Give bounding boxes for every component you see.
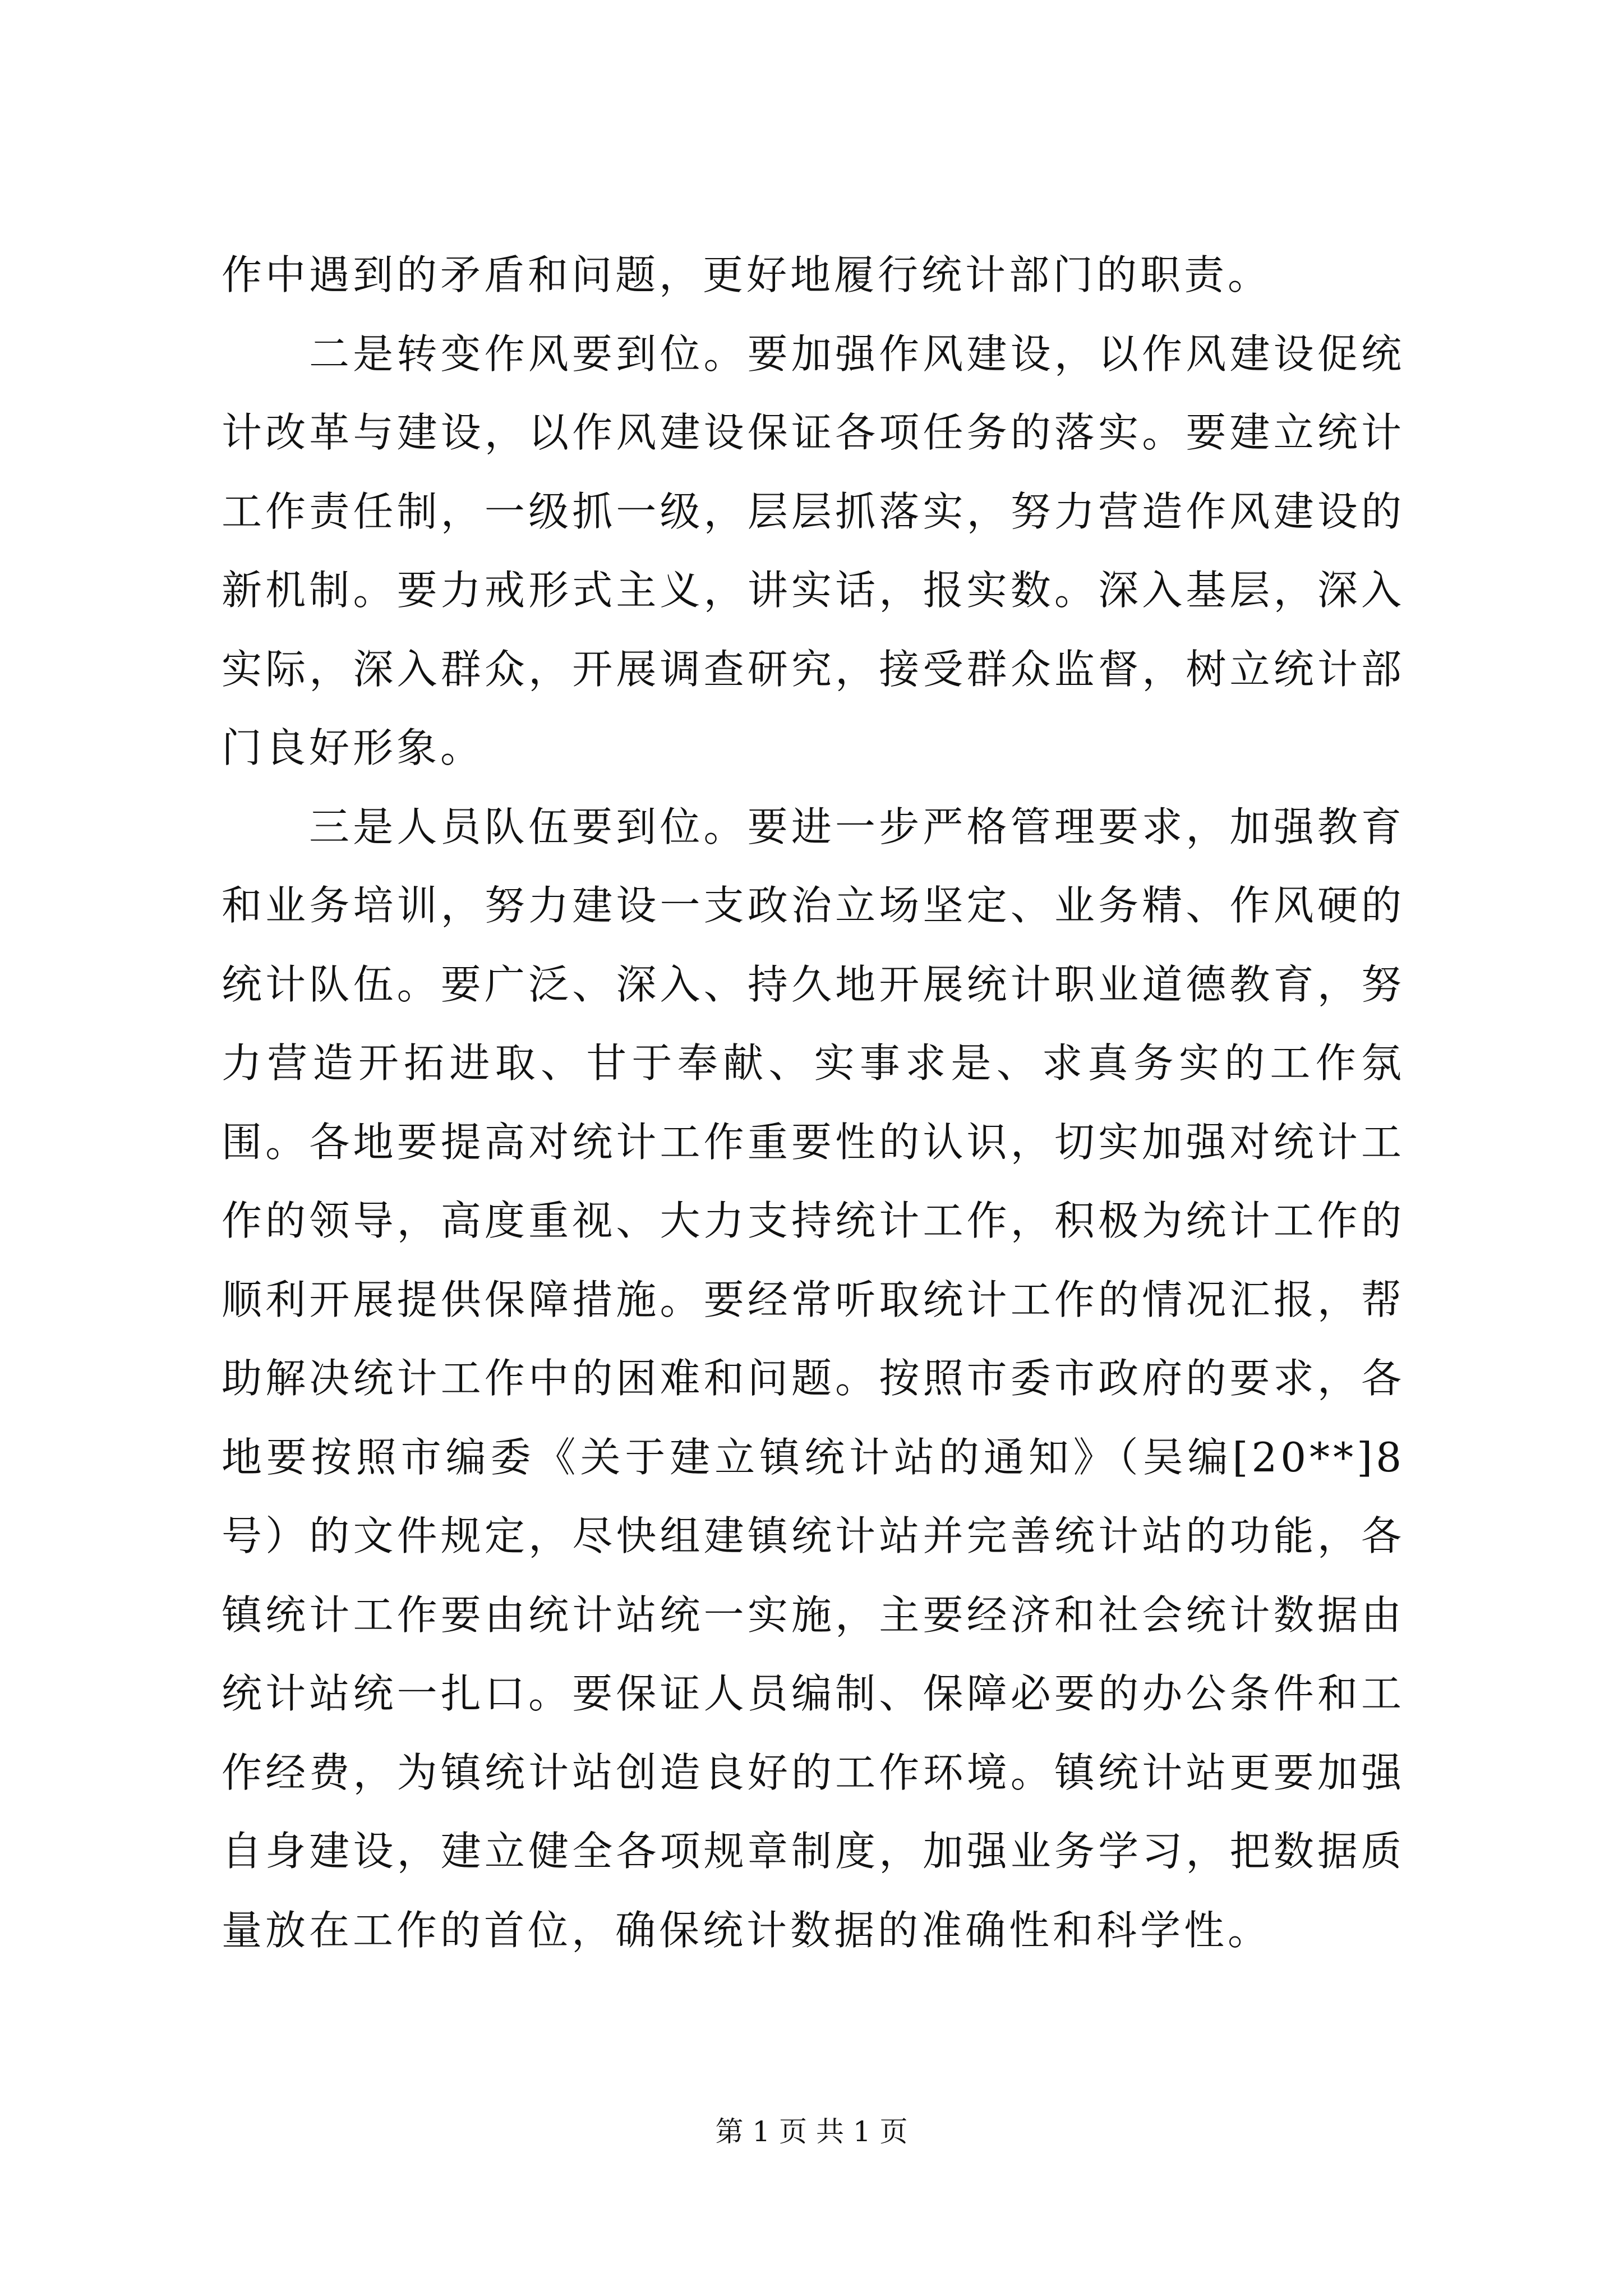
paragraph-continuation: 作中遇到的矛盾和问题，更好地履行统计部门的职责。 [222, 251, 1272, 298]
document-body [222, 236, 1405, 1970]
page-footer: 第 1 页 共 1 页 [715, 2115, 908, 2148]
paragraph-style-change: 二是转变作风要到位。要加强作风建设，以作风建设促统计改革与建设，以作风建设保证各项任务的落实。要建立统计工作责任制，一级抓一级，层层抓落实，努力营造作风建设的新机制。要力戒形式主义，讲实话，报实数。深入基层，深入实际，深入群众，开展调查研究，接受群众监督，树立统计部门良好形象。 [222, 330, 1405, 771]
paragraph-staff-team: 三是人员队伍要到位。要进一步严格管理要求，加强教育和业务培训，努力建设一支政治立场坚定、业务精、作风硬的统计队伍。要广泛、深入、持久地开展统计职业道德教育，努力营造开拓进取、甘于奉献、实事求是、求真务实的工作氛围。各地要提高对统计工作重要性的认识，切实加强对统计工作的领导，高度重视、大力支持统计工作，积极为统计工作的顺利开展提供保障措施。要经常听取统计工作的情况汇报，帮助解决统计工作中的困难和问题。按照市委市政府的要求，各地要按照市编委《关于建立镇统计站的通知》（吴编[20**]8号）的文件规定，尽快组建镇统计站并完善统计站的功能，各镇统计工作要由统计站统一实施，主要经济和社会统计数据由统计站统一扎口。要保证人员编制、保障必要的办公条件和工作经费，为镇统计站创造良好的工作环境。镇统计站更要加强自身建设，建立健全各项规章制度，加强业务学习，把数据质量放在工作的首位，确保统计数据的准确性和科学性。 [222, 803, 1405, 1954]
